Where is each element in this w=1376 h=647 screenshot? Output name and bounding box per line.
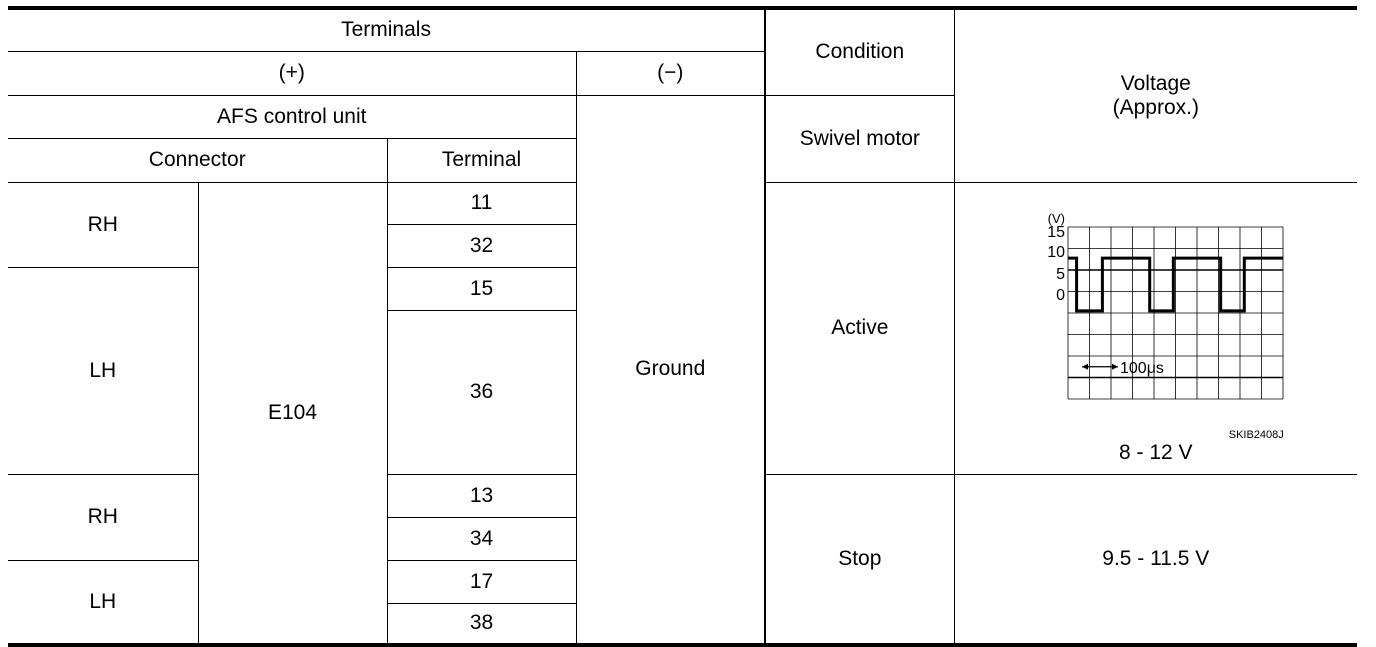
side-cell: RH [8, 182, 198, 267]
terminal-cell: 38 [387, 603, 576, 645]
voltage-header [954, 8, 1357, 182]
terminal-cell: 17 [387, 560, 576, 603]
voltage-value-active: 8 - 12 V [1119, 441, 1193, 464]
time-scale-arrowhead-right [1112, 364, 1118, 370]
y-tick-label: 5 [1055, 266, 1065, 283]
swivel-motor-header: Swivel motor [765, 95, 954, 182]
connector-header: Connector [8, 138, 387, 182]
y-unit-label: (V) [1047, 211, 1065, 226]
afs-control-unit-header: AFS control unit [8, 95, 576, 138]
terminal-cell: 15 [387, 267, 576, 310]
voltage-cell-active [954, 182, 1357, 474]
terminals-header: Terminals [8, 8, 765, 51]
voltage-header-line1: Voltage [1120, 71, 1191, 95]
terminal-cell: 32 [387, 224, 576, 267]
side-cell: RH [8, 474, 198, 560]
terminal-voltage-table [8, 6, 1357, 647]
header-row-1 [8, 8, 1357, 51]
condition-cell-stop: Stop [765, 474, 954, 645]
y-tick-label: 0 [1055, 287, 1065, 304]
voltage-header-line2: (Approx.) [1112, 95, 1199, 119]
terminal-cell: 13 [387, 474, 576, 517]
waveform-chart [1026, 183, 1286, 423]
terminal-header: Terminal [387, 138, 576, 182]
condition-cell-active: Active [765, 182, 954, 474]
terminal-cell: 11 [387, 182, 576, 224]
y-tick-label: 10 [1047, 244, 1065, 261]
time-scale-arrowhead-left [1082, 364, 1088, 370]
waveform-figure [1026, 183, 1286, 473]
side-cell: LH [8, 267, 198, 474]
connector-cell: E104 [198, 182, 387, 645]
time-scale-label: 100μs [1119, 359, 1164, 377]
side-cell: LH [8, 560, 198, 645]
voltage-cell-stop: 9.5 - 11.5 V [954, 474, 1357, 645]
condition-header: Condition [765, 8, 954, 95]
waveform-image-code: SKIB2408J [1228, 429, 1284, 441]
ground-cell: Ground [576, 95, 765, 645]
minus-header: (−) [576, 51, 765, 95]
terminal-cell: 36 [387, 310, 576, 474]
y-tick-label: 15 [1047, 224, 1065, 241]
terminal-cell: 34 [387, 517, 576, 560]
plus-header: (+) [8, 51, 576, 95]
